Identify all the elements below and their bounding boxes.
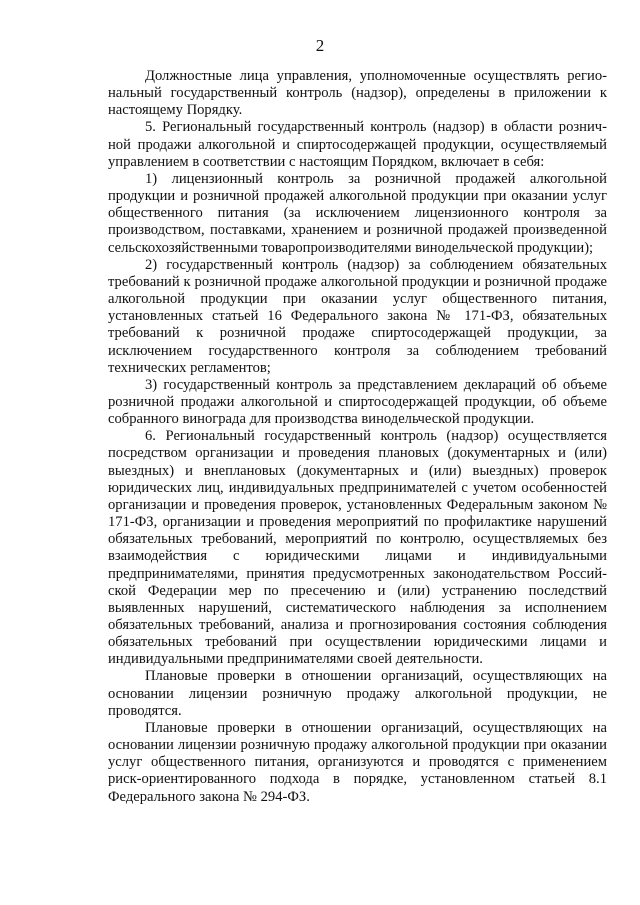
paragraph-subitem-1: 1) лицензионный контроль за розничной продажей алкогольной продукции и розничной продажей алкогольной продукции при оказании услуг общественного питания (за исключением лицензионного контроля за производством, поставками, хранением и розничной продажей произведенной сельскохозяйственными товаропроизводителями винодельческой продукции);: [108, 170, 607, 256]
document-body: [108, 68, 607, 806]
paragraph-subitem-2: 2) государственный контроль (надзор) за соблюдением обязательных требований к розничной продаже алкогольной продукции и розничной продаже алкогольной продукции при оказании услуг общественного питания, установленных статьей 16 Федерального закона № 171-ФЗ, обязательных требований к розничной продаже спиртосодержащей продукции, за исключением государственного контроля за соблюдением требований технических регламентов;: [108, 256, 607, 376]
paragraph-subitem-3: 3) государственный контроль за представлением деклараций об объеме розничной продажи алкогольной и спиртосодержащей продукции, об объеме собранного винограда для производства винодельческой продукции.: [108, 376, 607, 428]
paragraph-item-6: 6. Региональный государственный контроль (надзор) осуществляется посредством организации и проведения плановых (документарных и (или) выездных) и внеплановых (документарных и (или) выездных) проверок юридических лиц, индивидуальных предпринимателей с учетом особенностей организации и проведения проверок, установленных Федеральным законом № 171-ФЗ, организации и проведения мероприятий по профилактике нарушений обязательных требований, мероприятий по контролю, осуществляемых без взаимодействия с юридическими лицами и индивидуальными предпринимателями, принятия предусмотренных законодательством Российской Федерации мер по пресечению и (или) устранению последствий выявленных нарушений, систематического наблюдения за исполнением обязательных требований, анализа и прогнозирования состояния соблюдения обязательных требований при осуществлении юридическими лицами и индивидуальными предпринимателями своей деятельности.: [108, 428, 607, 668]
paragraph-officials: Должностные лица управления, уполномоченные осуществлять региональный государственный контроль (надзор), определены в приложении к настоящему Порядку.: [108, 68, 607, 119]
paragraph-planned-inspections-2: Плановые проверки в отношении организаций, осуществляющих на основании лицензии розничную продажу алкогольной продукции при оказании услуг общественного питания, организуются и проводятся с применением риск-ориентированного подхода в порядке, установленном статьей 8.1 Федерального закона № 294-ФЗ.: [108, 719, 607, 805]
paragraph-item-5: 5. Региональный государственный контроль (надзор) в области розничной продажи алкогольной и спиртосодержащей продукции, осуществляемый управлением в соответствии с настоящим Порядком, включает в себя:: [108, 119, 607, 170]
page-number: 2: [315, 36, 325, 55]
paragraph-planned-inspections-1: Плановые проверки в отношении организаций, осуществляющих на основании лицензии розничную продажу алкогольной продукции, не проводятся.: [108, 668, 607, 719]
